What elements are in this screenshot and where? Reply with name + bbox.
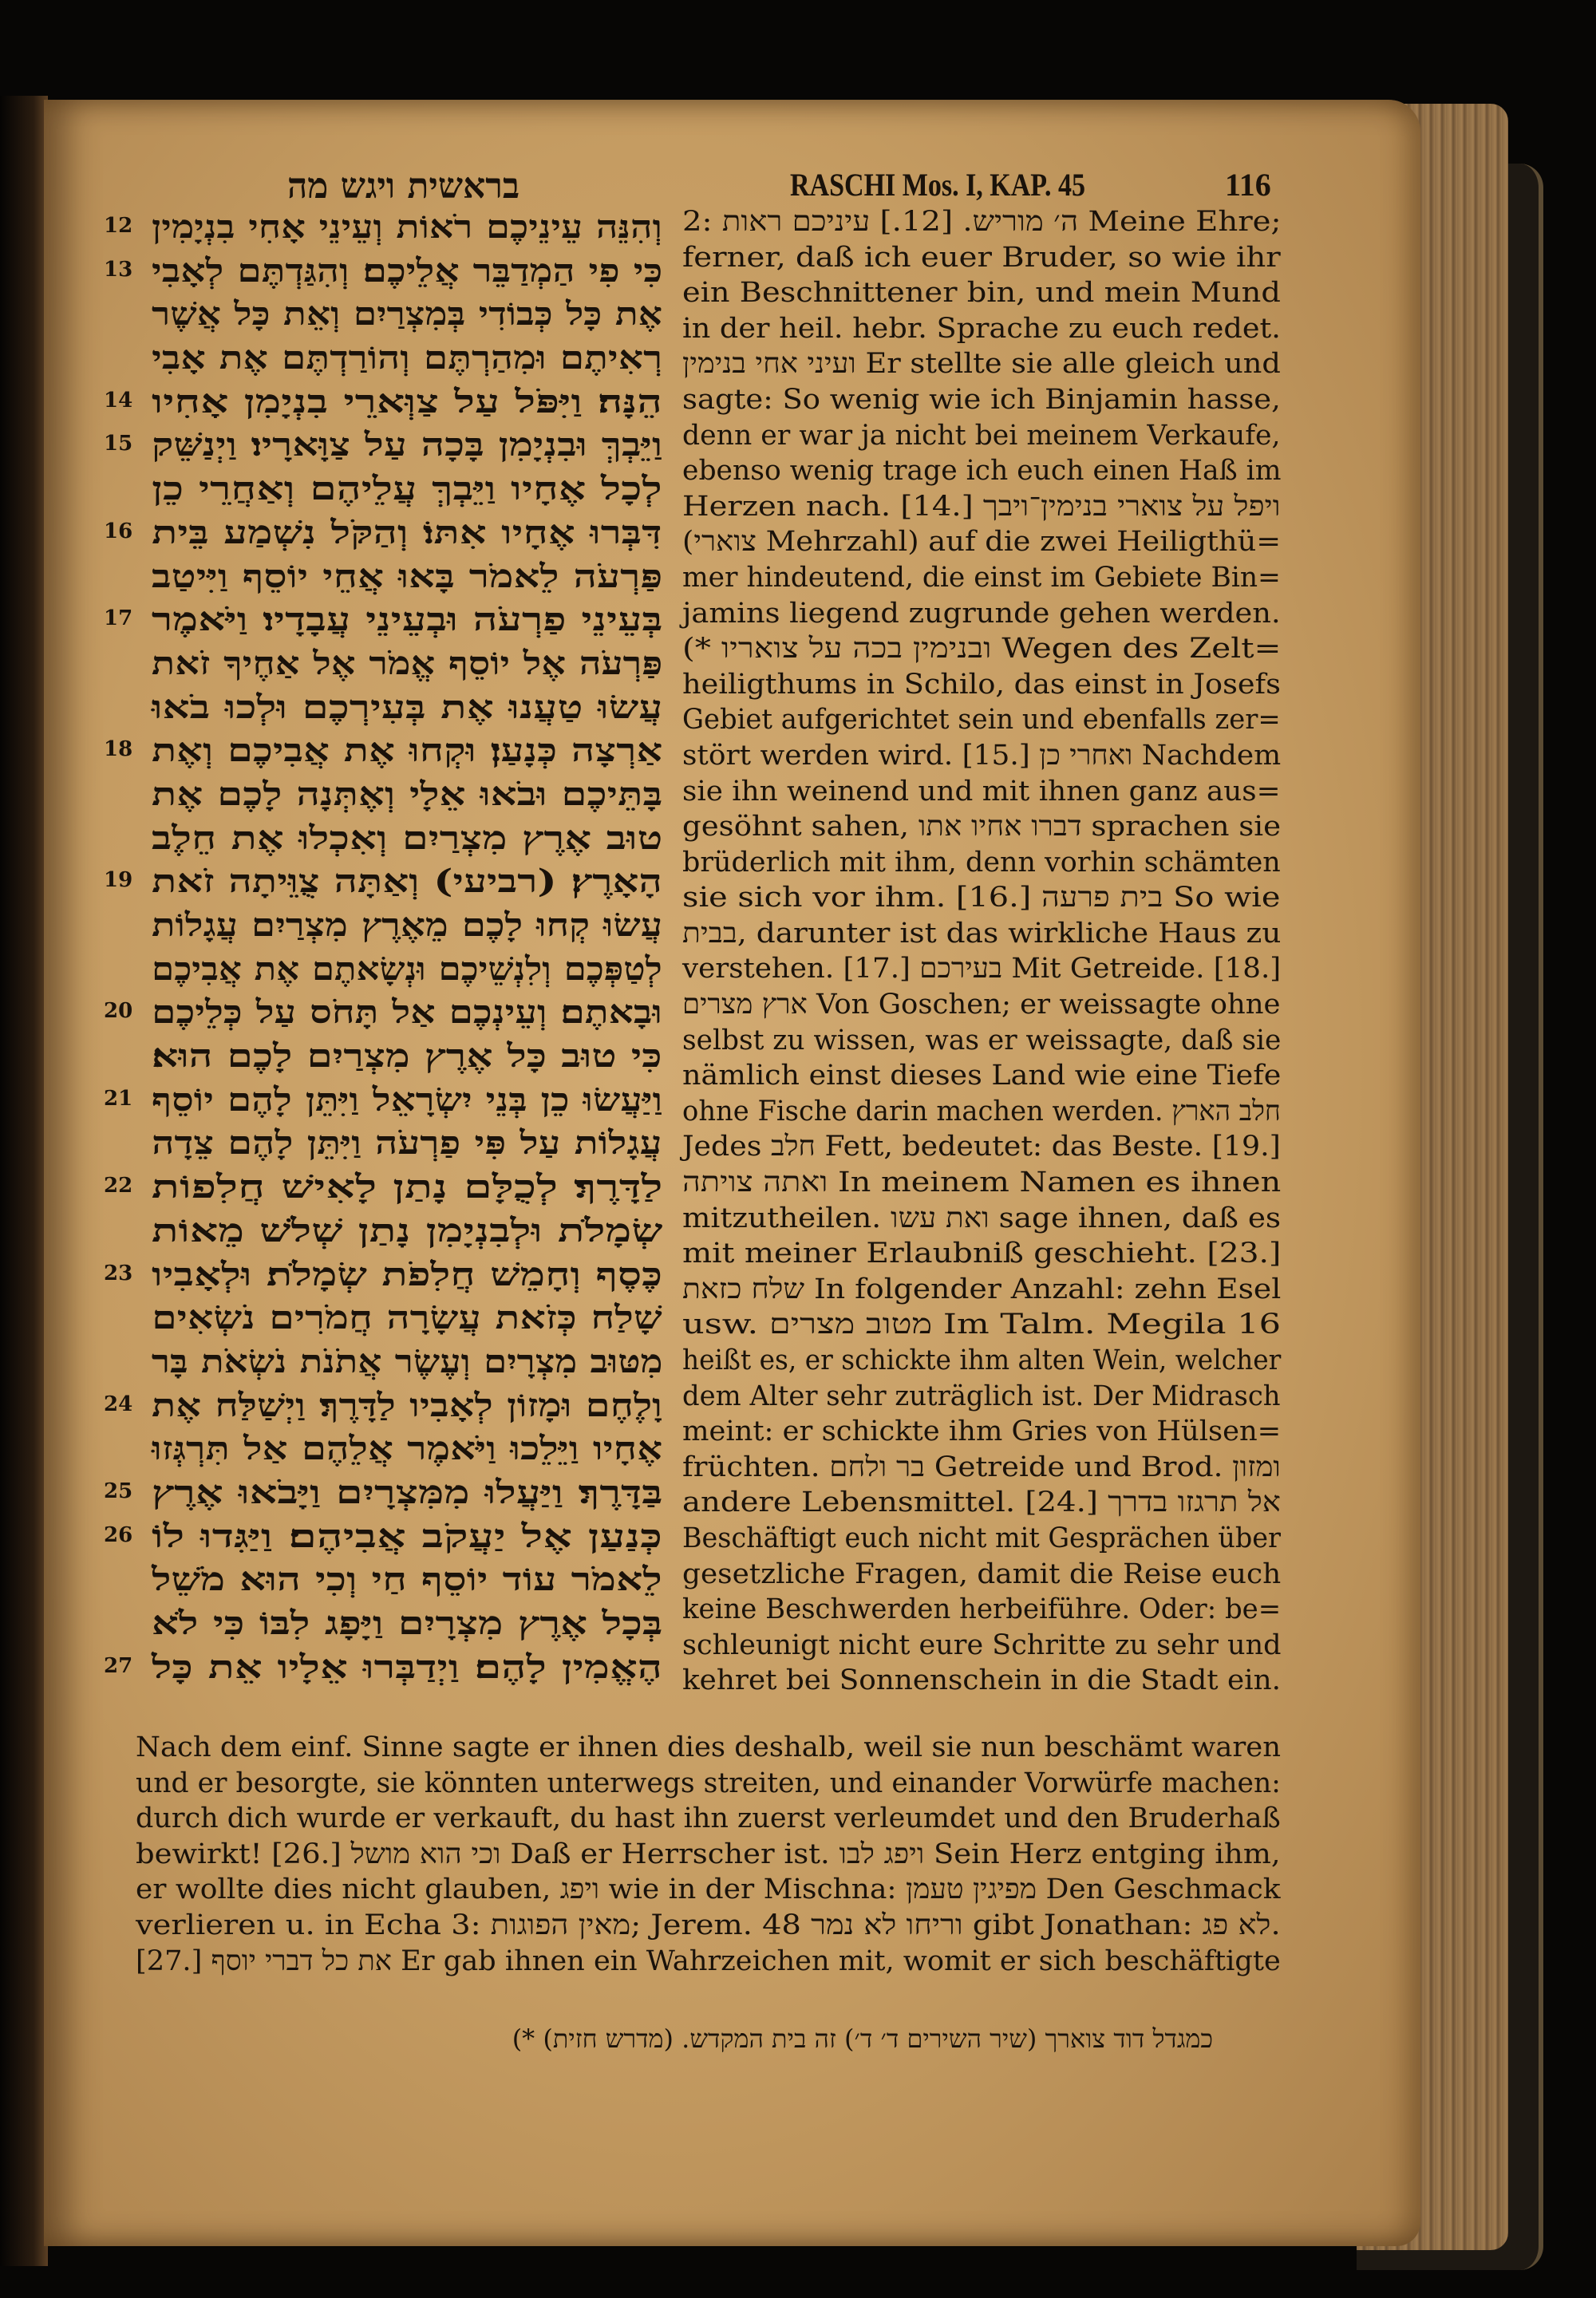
text-line: Beschäftigt euch nicht mit Gesprächen über <box>682 1522 1281 1554</box>
text-line: durch dich wurde er verkauft, du hast ihn zuerst verleumdet und den Bruderhaß <box>136 1802 1281 1835</box>
verse-text: לְטַפְּכֶם וְלִנְשֵׁיכֶם וּנְשָׂאתֶם אֶת אֲבִיכֶם <box>152 950 662 988</box>
verse-text: כִּי טוּב כָּל אֶרֶץ מִצְרַיִם לָכֶם הוּא׃ <box>152 1037 662 1076</box>
text-line: denn er war ja nicht bei meinem Verkaufe, <box>682 419 1281 452</box>
verse-number: 13 <box>104 257 133 282</box>
text-line: ferner, daß ich euer Bruder, so wie ihr <box>682 241 1281 274</box>
verse-text: עֲגָלוֹת עַל פִּי פַרְעֹה וַיִּתֵּן לָהֶם צֵדָה <box>152 1124 662 1163</box>
text-line: verlieren u. in Echa 3: מאין הפוגות; Jerem. 48 וריחו לא נמר gibt Jonathan: לא פג. <box>136 1909 1281 1941</box>
verse-line <box>104 1340 662 1384</box>
verse-text: וַיֵּבְךְּ וּבִנְיָמִן בָּכָה עַל צַוָּארָיו׃ וַיְנַשֵּׁק <box>151 426 662 464</box>
verse-number: 17 <box>104 606 133 631</box>
footnote: כמגדל דוד צוארך (שיר השירים ד׳ ד׳) זה בית המקדש. (מדרש חזית) *) <box>512 2024 1213 2054</box>
verse-text: הֵנָּה׃ וַיִּפֹּל עַל צַוְּארֵי בִנְיָמִן אָחִיו <box>152 382 662 421</box>
text-line: sagte: So wenig wie ich Binjamin hasse, <box>682 383 1281 416</box>
verse-line <box>104 1210 662 1254</box>
hebrew-text-column <box>104 206 662 1689</box>
verse-number: 18 <box>104 737 133 762</box>
text-line: früchten. בר ולחם Getreide und Brod. ומזון <box>682 1451 1281 1483</box>
verse-text: פַּרְעֹה לֵאמֹר בָּאוּ אֲחֵי יוֹסֵף וַיִּיטַב <box>151 557 662 595</box>
verse-line <box>104 1384 662 1428</box>
verse-line <box>104 250 662 294</box>
verse-line <box>104 773 662 817</box>
text-line: selbst zu wissen, was er weissagte, daß sie <box>682 1024 1282 1056</box>
verse-line <box>104 904 662 948</box>
text-line: kehret bei Sonnenschein in die Stadt ein. <box>682 1664 1281 1697</box>
verse-text: וּבָאתֶם׃ וְעֵינְכֶם אַל תָּחֹס עַל כְּלֵיכֶם <box>152 993 662 1032</box>
verse-text: בַּדָּרֶךְ׃ וַיַּעֲלוּ מִמִּצְרָיִם וַיָּבֹאוּ אֶרֶץ <box>151 1473 662 1511</box>
text-line: dem Alter sehr zuträglich ist. Der Midrasch <box>682 1380 1281 1412</box>
verse-text: כֶּסֶף וְחָמֵשׁ חֲלִפֹת שְׂמָלֹת׃ וּלְאָבִיו <box>152 1255 662 1293</box>
verse-text: כְּנַעַן אֶל יַעֲקֹב אֲבִיהֶם׃ וַיַּגִּדוּ לוֹ <box>152 1517 662 1555</box>
running-head-title: RASCHI Mos. I, KAP. 45 <box>790 167 1085 203</box>
verse-number: 21 <box>104 1086 133 1111</box>
text-line: ohne Fische darin machen werden. חלב הארץ <box>682 1095 1281 1127</box>
text-line: ארץ מצרים Von Goschen; er weissagte ohne <box>682 989 1281 1021</box>
verse-line <box>104 598 662 642</box>
verse-line <box>104 860 662 904</box>
verse-text: וְהִנֵּה עֵינֵיכֶם רֹאוֹת וְעֵינֵי אָחִי בִנְיָמִין <box>152 208 662 246</box>
verse-number: 22 <box>104 1174 133 1198</box>
verse-line <box>104 293 662 337</box>
text-line: ein Beschnittener bin, und mein Mund <box>682 277 1281 310</box>
verse-line <box>104 381 662 424</box>
text-line: Herzen nach. [14.] ויפל על צוארי בנימין־ויבך <box>682 490 1281 523</box>
text-line: andere Lebensmittel. [24.] אל תרגזו בדרך <box>682 1487 1281 1519</box>
verse-text: שְׂמָלֹת וּלְבִנְיָמִן נָתַן שְׁלֹשׁ מֵאוֹת <box>151 1211 662 1250</box>
commentary-column <box>682 204 1281 1699</box>
verse-line <box>104 1122 662 1166</box>
text-line: בבית, darunter ist das wirkliche Haus zu <box>682 917 1282 950</box>
verse-line <box>104 1602 662 1646</box>
verse-line <box>104 729 662 773</box>
verse-text: לַדָּרֶךְ׃ לְכֻלָּם נָתַן לָאִישׁ חֲלִפוֹת <box>151 1168 662 1206</box>
verse-line <box>104 337 662 381</box>
text-line: ebenso wenig trage ich euch einen Haß im <box>682 455 1282 488</box>
text-line: Nach dem einf. Sinne sagte er ihnen dies deshalb, weil sie nun beschämt waren <box>136 1731 1281 1763</box>
text-line: heißt es, er schickte ihm alten Wein, welcher <box>682 1344 1282 1376</box>
verse-text: עֲשׂוּ קְחוּ לָכֶם מֵאֶרֶץ מִצְרַיִם עֲגָלוֹת <box>151 906 662 944</box>
verse-text: בָּתֵּיכֶם וּבֹאוּ אֵלָי וְאֶתְּנָה לָכֶם אֶת <box>151 775 662 813</box>
verse-text: טוּב אֶרֶץ מִצְרַיִם וְאִכְלוּ אֶת חֵלֶב <box>151 819 662 857</box>
verse-number: 26 <box>104 1522 133 1547</box>
verse-line <box>104 1035 662 1079</box>
book-gutter <box>0 96 48 2266</box>
verse-line <box>104 991 662 1035</box>
verse-line <box>104 555 662 599</box>
verse-line <box>104 1515 662 1559</box>
running-head-hebrew: בראשית ויגש מה <box>287 166 520 207</box>
verse-text: בְּכָל אֶרֶץ מִצְרָיִם וַיָּפָג לִבּוֹ כִּי לֹא <box>151 1605 662 1642</box>
verse-text: אֶחָיו וַיֵּלֵכוּ וַיֹּאמֶר אֲלֵהֶם אַל תִּרְגְּזוּ <box>151 1430 662 1468</box>
verse-line <box>104 1471 662 1515</box>
verse-line <box>104 817 662 861</box>
text-line: ואתה צויתה In meinem Namen es ihnen <box>682 1167 1282 1199</box>
text-line: usw. מטוב מצרים Im Talm. Megila 16 <box>682 1309 1281 1341</box>
verse-line <box>104 1646 662 1690</box>
verse-text: שָׁלַח כְּזֹאת עֲשָׂרָה חֲמֹרִים נֹשְׂאִים <box>152 1299 662 1337</box>
text-line: verstehen. [17.] בעירכם Mit Getreide. [18.] <box>682 953 1282 985</box>
verse-line <box>104 468 662 511</box>
text-line: (* ובנימין בכה על צואריו Wegen des Zelt= <box>682 633 1282 665</box>
text-line: schleunigt nicht eure Schritte zu sehr und <box>682 1629 1282 1661</box>
text-line: ועיני אחי בנימין Er stellte sie alle gleich und <box>682 348 1281 381</box>
text-line: keine Beschwerden herbeiführe. Oder: be= <box>682 1593 1282 1626</box>
verse-line <box>104 686 662 730</box>
text-line: sie ihn weinend und mit ihnen ganz aus= <box>682 775 1281 807</box>
text-line: er wollte dies nicht glauben, ויפג wie in der Mischna: מפיגין טעמן Den Geschmack <box>136 1874 1281 1906</box>
verse-text: פַּרְעֹה אֶל יוֹסֵף אֱמֹר אֶל אַחֶיךָ זֹאת <box>151 644 662 682</box>
text-line: [27.] את כל דברי יוסף Er gab ihnen ein Wahrzeichen mit, womit er sich beschäftigte <box>136 1945 1281 1977</box>
text-line: gesöhnt sahen, דברו אחיו אתו sprachen sie <box>682 811 1282 843</box>
text-line: (צוארי Mehrzahl) auf die zwei Heiligthü= <box>682 526 1282 559</box>
verse-text: כִּי פִי הַמְדַבֵּר אֲלֵיכֶם׃ וְהִגַּדְתֶּם לְאָבִי <box>151 251 662 290</box>
verse-text: וָלֶחֶם וּמָזוֹן לְאָבִיו לַדָּרֶךְ׃ וַיְשַׁלַּח אֶת <box>152 1386 662 1424</box>
text-line: brüderlich mit ihm, denn vorhin schämten <box>682 846 1281 879</box>
verse-text: מִטּוּב מִצְרָיִם וְעֶשֶׂר אֲתֹנֹת נֹשְׂאֹת בָּר <box>151 1342 662 1380</box>
verse-line <box>104 1079 662 1123</box>
text-line: שלח כזאת In folgender Anzahl: zehn Esel <box>682 1273 1282 1305</box>
text-line: mer hindeutend, die einst im Gebiete Bin= <box>682 561 1281 594</box>
text-line: stört werden wird. [15.] ואחרי כן Nachdem <box>682 739 1282 772</box>
verse-text: הָאָרֶץ׃ (רביעי) וְאַתָּה צֻוֵּיתָה זֹאת <box>152 863 662 901</box>
verse-line <box>104 206 662 250</box>
verse-number: 24 <box>104 1392 133 1416</box>
verse-number: 12 <box>104 214 133 238</box>
verse-text: רְאִיתֶם וּמִהַרְתֶּם וְהוֹרַדְתֶּם אֶת אָבִי <box>151 339 662 377</box>
verse-text: לְכָל אֶחָיו וַיֵּבְךְּ עֲלֵיהֶם וְאַחֲרֵי כֵן <box>152 470 662 508</box>
page-number: 116 <box>1225 167 1271 203</box>
verse-number: 16 <box>104 519 133 543</box>
verse-number: 25 <box>104 1479 133 1503</box>
verse-text: אֶת כָּל כְּבוֹדִי בְּמִצְרַיִם וְאֵת כָּל אֲשֶׁר <box>152 295 662 334</box>
verse-line <box>104 424 662 468</box>
verse-number: 15 <box>104 432 133 456</box>
verse-line <box>104 1427 662 1471</box>
text-line: nämlich einst dieses Land wie eine Tiefe <box>682 1060 1282 1092</box>
verse-text: עֲשׂוּ טַעֲנוּ אֶת בְּעִירְכֶם וּלְכוּ בֹאוּ <box>151 688 662 726</box>
verse-line <box>104 1558 662 1602</box>
verse-number: 19 <box>104 868 133 893</box>
text-line: bewirkt! [26.] וכי הוא מושל Daß er Herrscher ist. ויפג לבו Sein Herz entging ihm, <box>136 1838 1281 1870</box>
text-line: 2: ה׳ מוריש. [12.] עיניכם ראות Meine Ehre; <box>682 206 1282 238</box>
text-line: Gebiet aufgerichtet sein und ebenfalls zer= <box>682 704 1281 736</box>
commentary-continuation <box>136 1730 1281 1979</box>
verse-number: 23 <box>104 1261 133 1285</box>
verse-text: דִּבְּרוּ אֶחָיו אִתּוֹ׃ וְהַקֹּל נִשְׁמַע בֵּית <box>152 513 662 551</box>
verse-number: 27 <box>104 1653 133 1678</box>
text-line: heiligthums in Schilo, das einst in Josefs <box>682 668 1281 701</box>
text-line: in der heil. hebr. Sprache zu euch redet. <box>682 312 1281 345</box>
text-line: sie sich vor ihm. [16.] בית פרעה So wie <box>682 882 1281 914</box>
verse-text: לֵאמֹר עוֹד יוֹסֵף חַי וְכִי הוּא מֹשֵׁל <box>152 1561 662 1599</box>
verse-line <box>104 1254 662 1297</box>
verse-line <box>104 948 662 992</box>
text-line: mit meiner Erlaubniß geschieht. [23.] <box>682 1238 1282 1270</box>
verse-number: 20 <box>104 999 133 1024</box>
text-line: meint: er schickte ihm Gries von Hülsen= <box>682 1416 1282 1448</box>
text-line: und er besorgte, sie könnten unterwegs streiten, und einander Vorwürfe machen: <box>136 1767 1281 1799</box>
text-line: Jedes חלב Fett, bedeutet: das Beste. [19.] <box>682 1131 1281 1163</box>
verse-line <box>104 1166 662 1210</box>
text-line: jamins liegend zugrunde gehen werden. <box>682 597 1281 630</box>
verse-line <box>104 1297 662 1340</box>
verse-number: 14 <box>104 388 133 413</box>
text-line: mitzutheilen. ואת עשו sage ihnen, daß es <box>682 1202 1282 1234</box>
verse-line <box>104 511 662 555</box>
text-line: gesetzliche Fragen, damit die Reise euch <box>682 1558 1282 1590</box>
verse-text: וַיַּעֲשׂוּ כֵן בְּנֵי יִשְׂרָאֵל וַיִּתֵּן לָהֶם יוֹסֵף <box>151 1080 662 1119</box>
verse-text: הֶאֱמִין לָהֶם׃ וַיְדַבְּרוּ אֵלָיו אֵת כָּל <box>152 1648 662 1686</box>
verse-text: בְּעֵינֵי פַרְעֹה וּבְעֵינֵי עֲבָדָיו׃ וַיֹּאמֶר <box>151 601 662 639</box>
verse-line <box>104 642 662 686</box>
verse-text: אַרְצָה כְּנָעַן׃ וּקְחוּ אֶת אֲבִיכֶם וְאֶת <box>151 732 662 770</box>
